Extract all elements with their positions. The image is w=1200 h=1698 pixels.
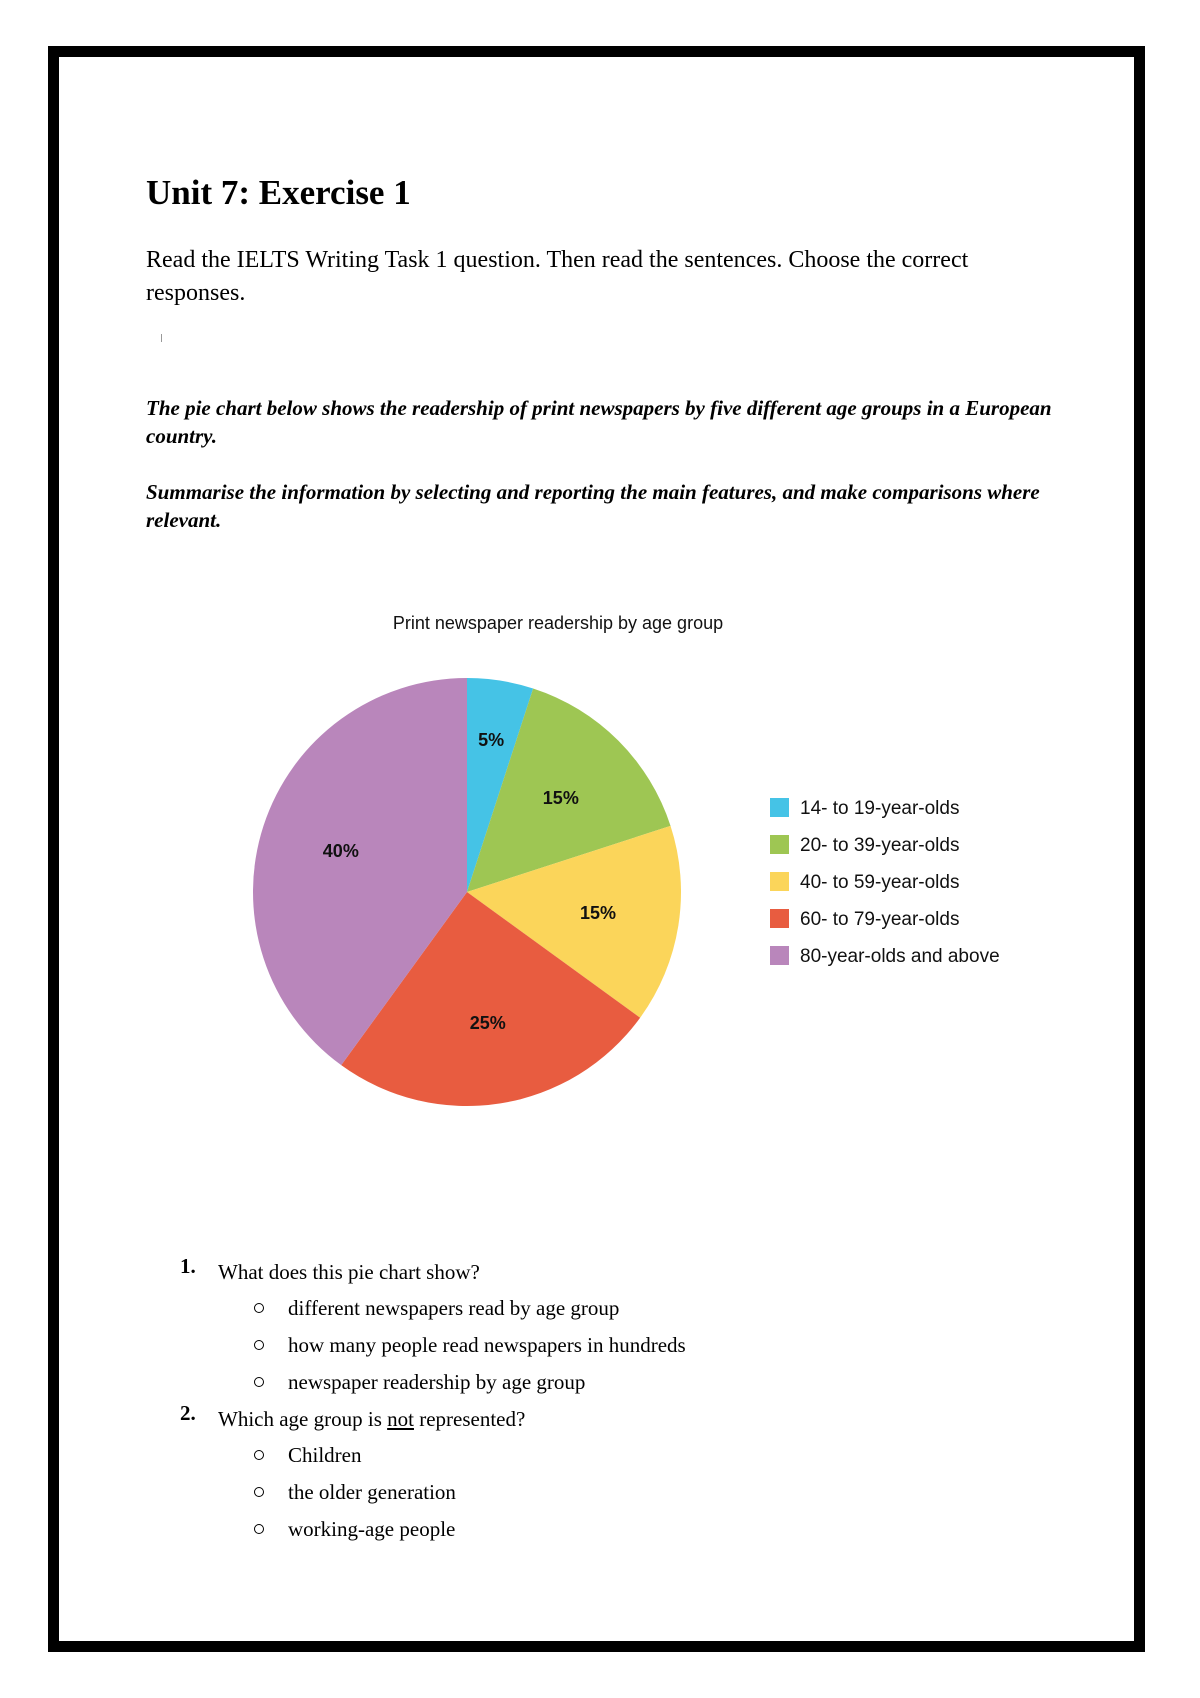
slice-value-label: 25% xyxy=(469,1013,506,1034)
answer-option[interactable] xyxy=(254,1364,686,1401)
radio-button-icon[interactable] xyxy=(254,1340,264,1350)
legend-label: 80-year-olds and above xyxy=(800,946,1000,967)
answer-options xyxy=(254,1437,686,1548)
answer-option[interactable] xyxy=(254,1327,686,1364)
task-instruction-paragraph: Summarise the information by selecting and reporting the main features, and make comparisons where relevant. xyxy=(146,480,1040,532)
legend-label: 20- to 39-year-olds xyxy=(800,835,960,856)
question-number: 1. xyxy=(180,1254,196,1278)
question-list xyxy=(180,1254,686,1548)
legend-label: 14- to 19-year-olds xyxy=(800,798,960,819)
answer-option[interactable] xyxy=(254,1437,686,1474)
answer-option[interactable] xyxy=(254,1290,686,1327)
question-emphasis: not xyxy=(387,1407,414,1431)
legend-label: 40- to 59-year-olds xyxy=(800,872,960,893)
radio-button-icon[interactable] xyxy=(254,1487,264,1497)
radio-button-icon[interactable] xyxy=(254,1450,264,1460)
legend-swatch xyxy=(770,798,789,817)
instruction-text: Read the IELTS Writing Task 1 question. Then read the sentences. Choose the correct responses. xyxy=(146,247,969,306)
page-title: Unit 7: Exercise 1 xyxy=(146,173,411,212)
option-label: different newspapers read by age group xyxy=(288,1296,620,1320)
slice-value-label: 5% xyxy=(478,729,505,750)
option-label: Children xyxy=(288,1443,362,1467)
answer-option[interactable] xyxy=(254,1474,686,1511)
option-label: the older generation xyxy=(288,1480,456,1504)
stray-mark xyxy=(161,334,162,342)
chart-legend xyxy=(770,798,1000,967)
pie-chart xyxy=(230,605,1080,1125)
task-prompt-paragraph: The pie chart below shows the readership of print newspapers by five different age groups in a European country. xyxy=(146,396,1052,448)
answer-option[interactable] xyxy=(254,1511,686,1548)
radio-button-icon[interactable] xyxy=(254,1303,264,1313)
radio-button-icon[interactable] xyxy=(254,1377,264,1387)
option-label: newspaper readership by age group xyxy=(288,1370,586,1394)
legend-swatch xyxy=(770,835,789,854)
question-1 xyxy=(180,1254,686,1401)
legend-label: 60- to 79-year-olds xyxy=(800,909,960,930)
question-text: What does this pie chart show? xyxy=(218,1260,480,1284)
chart-title: Print newspaper readership by age group xyxy=(392,613,724,633)
legend-swatch xyxy=(770,872,789,891)
option-label: working-age people xyxy=(288,1517,456,1541)
slice-value-label: 40% xyxy=(322,840,359,861)
question-number: 2. xyxy=(180,1401,196,1425)
option-label: how many people read newspapers in hundreds xyxy=(288,1333,686,1357)
slice-value-label: 15% xyxy=(580,902,617,923)
legend-swatch xyxy=(770,909,789,928)
radio-button-icon[interactable] xyxy=(254,1524,264,1534)
legend-swatch xyxy=(770,946,789,965)
question-text-start: Which age group is xyxy=(218,1407,388,1431)
slice-value-label: 15% xyxy=(542,788,579,809)
question-text xyxy=(218,1401,686,1437)
answer-options xyxy=(254,1290,686,1401)
question-2 xyxy=(180,1401,686,1548)
question-text-end: represented? xyxy=(413,1407,526,1431)
